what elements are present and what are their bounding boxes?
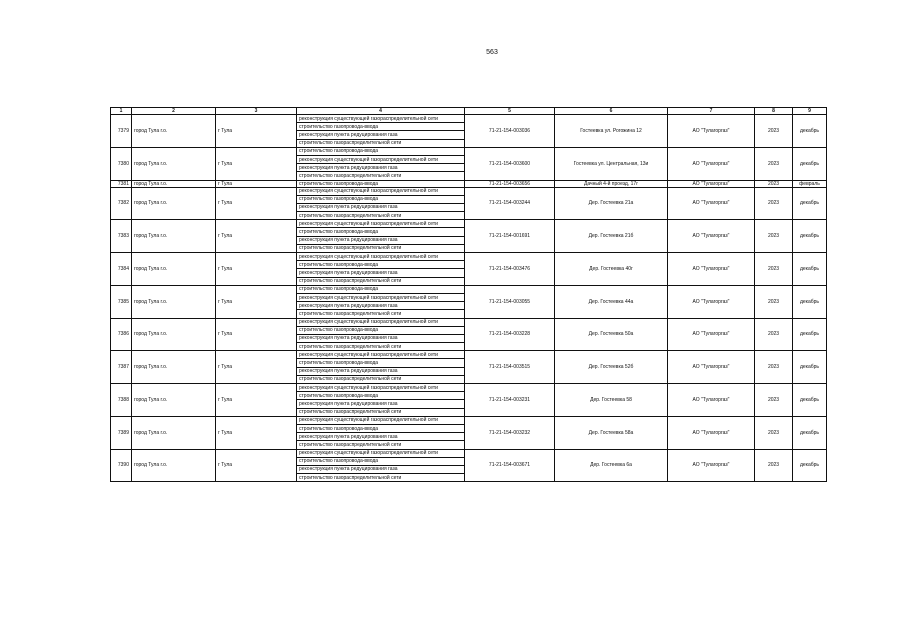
- work-item: реконструкция существующей газораспределительной сети: [297, 293, 465, 301]
- work-item: строительство газораспределительной сети: [297, 474, 465, 482]
- year-cell: 2023: [755, 318, 793, 351]
- work-item: строительство газопровода-ввода: [297, 392, 465, 400]
- city-cell: г Тула: [216, 384, 297, 417]
- column-header: 5: [465, 108, 555, 115]
- work-item: строительство газопровода-ввода: [297, 359, 465, 367]
- district-cell: город Тула г.о.: [132, 384, 216, 417]
- city-cell: г Тула: [216, 147, 297, 180]
- district-cell: город Тула г.о.: [132, 351, 216, 384]
- city-cell: г Тула: [216, 416, 297, 449]
- row-number: 7387: [111, 351, 132, 384]
- table-row: [111, 180, 827, 187]
- month-cell: декабрь: [793, 351, 827, 384]
- organization-cell: АО "Тулагоргаз": [668, 384, 755, 417]
- district-cell: город Тула г.о.: [132, 187, 216, 220]
- work-item: строительство газораспределительной сети: [297, 244, 465, 252]
- city-cell: г Тула: [216, 180, 297, 187]
- work-item: строительство газораспределительной сети: [297, 310, 465, 318]
- row-number: 7386: [111, 318, 132, 351]
- cadastral-number: 71-21-154-003476: [465, 253, 555, 286]
- organization-cell: АО "Тулагоргаз": [668, 220, 755, 253]
- month-cell: декабрь: [793, 449, 827, 482]
- row-number: 7385: [111, 285, 132, 318]
- work-item: реконструкция существующей газораспределительной сети: [297, 155, 465, 163]
- work-item: строительство газопровода-ввода: [297, 326, 465, 334]
- column-header: 8: [755, 108, 793, 115]
- work-item: строительство газораспределительной сети: [297, 408, 465, 416]
- table-row: [111, 187, 827, 195]
- work-item: строительство газопровода-ввода: [297, 261, 465, 269]
- cadastral-number: 71-21-154-003228: [465, 318, 555, 351]
- work-item: реконструкция существующей газораспределительной сети: [297, 253, 465, 261]
- organization-cell: АО "Тулагоргаз": [668, 449, 755, 482]
- work-item: реконструкция существующей газораспределительной сети: [297, 416, 465, 424]
- cadastral-number: 71-21-154-001691: [465, 220, 555, 253]
- organization-cell: АО "Тулагоргаз": [668, 416, 755, 449]
- row-number: 7380: [111, 147, 132, 180]
- table-row: [111, 220, 827, 228]
- city-cell: г Тула: [216, 115, 297, 148]
- row-number: 7388: [111, 384, 132, 417]
- organization-cell: АО "Тулагоргаз": [668, 180, 755, 187]
- organization-cell: АО "Тулагоргаз": [668, 187, 755, 220]
- work-item: реконструкция пункта редуцирования газа: [297, 334, 465, 342]
- address-cell: Дер. Гостеевка 52б: [555, 351, 668, 384]
- organization-cell: АО "Тулагоргаз": [668, 115, 755, 148]
- work-item: реконструкция существующей газораспределительной сети: [297, 449, 465, 457]
- city-cell: г Тула: [216, 285, 297, 318]
- city-cell: г Тула: [216, 220, 297, 253]
- district-cell: город Тула г.о.: [132, 115, 216, 148]
- work-item: строительство газораспределительной сети: [297, 212, 465, 220]
- cadastral-number: 71-21-154-003671: [465, 449, 555, 482]
- district-cell: город Тула г.о.: [132, 416, 216, 449]
- address-cell: Дер. Гостеевка 58а: [555, 416, 668, 449]
- work-item: строительство газопровода-ввода: [297, 180, 465, 187]
- column-header: 6: [555, 108, 668, 115]
- header-row: [111, 108, 827, 115]
- work-item: реконструкция существующей газораспределительной сети: [297, 351, 465, 359]
- district-cell: город Тула г.о.: [132, 285, 216, 318]
- page-number: 563: [486, 49, 498, 56]
- district-cell: город Тула г.о.: [132, 449, 216, 482]
- column-header: 4: [297, 108, 465, 115]
- work-item: реконструкция пункта редуцирования газа: [297, 269, 465, 277]
- table-row: [111, 253, 827, 261]
- month-cell: декабрь: [793, 253, 827, 286]
- table-row: [111, 449, 827, 457]
- city-cell: г Тула: [216, 187, 297, 220]
- year-cell: 2023: [755, 351, 793, 384]
- address-cell: Гостеевка ул. Рогожина 12: [555, 115, 668, 148]
- organization-cell: АО "Тулагоргаз": [668, 147, 755, 180]
- cadastral-number: 71-21-154-003055: [465, 285, 555, 318]
- year-cell: 2023: [755, 115, 793, 148]
- table-row: [111, 285, 827, 293]
- cadastral-number: 71-21-154-003231: [465, 384, 555, 417]
- month-cell: декабрь: [793, 147, 827, 180]
- work-item: реконструкция существующей газораспределительной сети: [297, 384, 465, 392]
- month-cell: декабрь: [793, 318, 827, 351]
- column-header: 7: [668, 108, 755, 115]
- work-item: реконструкция существующей газораспределительной сети: [297, 318, 465, 326]
- cadastral-number: 71-21-154-003515: [465, 351, 555, 384]
- year-cell: 2023: [755, 384, 793, 417]
- work-item: строительство газораспределительной сети: [297, 375, 465, 383]
- work-item: строительство газопровода-ввода: [297, 424, 465, 432]
- city-cell: г Тула: [216, 318, 297, 351]
- year-cell: 2023: [755, 285, 793, 318]
- organization-cell: АО "Тулагоргаз": [668, 318, 755, 351]
- work-item: реконструкция пункта редуцирования газа: [297, 400, 465, 408]
- table-row: [111, 351, 827, 359]
- table-row: [111, 384, 827, 392]
- cadastral-number: 71-21-154-003656: [465, 180, 555, 187]
- table-row: [111, 147, 827, 155]
- organization-cell: АО "Тулагоргаз": [668, 285, 755, 318]
- city-cell: г Тула: [216, 449, 297, 482]
- year-cell: 2023: [755, 416, 793, 449]
- district-cell: город Тула г.о.: [132, 220, 216, 253]
- table-row: [111, 318, 827, 326]
- work-item: реконструкция существующей газораспределительной сети: [297, 220, 465, 228]
- row-number: 7379: [111, 115, 132, 148]
- city-cell: г Тула: [216, 351, 297, 384]
- year-cell: 2023: [755, 180, 793, 187]
- city-cell: г Тула: [216, 253, 297, 286]
- month-cell: декабрь: [793, 115, 827, 148]
- month-cell: декабрь: [793, 416, 827, 449]
- row-number: 7383: [111, 220, 132, 253]
- work-item: строительство газопровода-ввода: [297, 147, 465, 155]
- address-cell: Дер. Гостеевка 21а: [555, 187, 668, 220]
- work-item: строительство газораспределительной сети: [297, 277, 465, 285]
- month-cell: декабрь: [793, 220, 827, 253]
- row-number: 7381: [111, 180, 132, 187]
- cadastral-number: 71-21-154-003232: [465, 416, 555, 449]
- district-cell: город Тула г.о.: [132, 180, 216, 187]
- address-cell: Дер. Гостеевка 21б: [555, 220, 668, 253]
- work-item: реконструкция пункта редуцирования газа: [297, 164, 465, 172]
- cadastral-number: 71-21-154-003244: [465, 187, 555, 220]
- organization-cell: АО "Тулагоргаз": [668, 253, 755, 286]
- year-cell: 2023: [755, 220, 793, 253]
- work-item: строительство газораспределительной сети: [297, 172, 465, 180]
- month-cell: февраль: [793, 180, 827, 187]
- year-cell: 2023: [755, 147, 793, 180]
- work-item: строительство газопровода-ввода: [297, 195, 465, 203]
- row-number: 7384: [111, 253, 132, 286]
- address-cell: Дер. Гостеевка 40г: [555, 253, 668, 286]
- work-item: строительство газопровода-ввода: [297, 457, 465, 465]
- work-item: реконструкция существующей газораспределительной сети: [297, 187, 465, 195]
- work-item: реконструкция пункта редуцирования газа: [297, 236, 465, 244]
- work-item: строительство газораспределительной сети: [297, 139, 465, 147]
- cadastral-number: 71-21-154-003600: [465, 147, 555, 180]
- registry-table: [110, 107, 827, 482]
- district-cell: город Тула г.о.: [132, 253, 216, 286]
- month-cell: декабрь: [793, 285, 827, 318]
- work-item: реконструкция пункта редуцирования газа: [297, 302, 465, 310]
- work-item: строительство газораспределительной сети: [297, 441, 465, 449]
- work-item: строительство газопровода-ввода: [297, 228, 465, 236]
- year-cell: 2023: [755, 187, 793, 220]
- table-row: [111, 416, 827, 424]
- work-item: строительство газопровода-ввода: [297, 285, 465, 293]
- organization-cell: АО "Тулагоргаз": [668, 351, 755, 384]
- work-item: строительство газопровода-ввода: [297, 123, 465, 131]
- district-cell: город Тула г.о.: [132, 318, 216, 351]
- year-cell: 2023: [755, 253, 793, 286]
- row-number: 7389: [111, 416, 132, 449]
- work-item: реконструкция пункта редуцирования газа: [297, 131, 465, 139]
- work-item: строительство газораспределительной сети: [297, 343, 465, 351]
- column-header: 1: [111, 108, 132, 115]
- column-header: 9: [793, 108, 827, 115]
- work-item: реконструкция пункта редуцирования газа: [297, 465, 465, 473]
- address-cell: Дер. Гостеевка 58: [555, 384, 668, 417]
- address-cell: Дер. Гостеевка 6а: [555, 449, 668, 482]
- district-cell: город Тула г.о.: [132, 147, 216, 180]
- month-cell: декабрь: [793, 384, 827, 417]
- work-item: реконструкция пункта редуцирования газа: [297, 203, 465, 211]
- table-row: [111, 115, 827, 123]
- address-cell: Дачный 4-й проезд, 17г: [555, 180, 668, 187]
- year-cell: 2023: [755, 449, 793, 482]
- address-cell: Дер. Гостеевка 44а: [555, 285, 668, 318]
- cadastral-number: 71-21-154-003036: [465, 115, 555, 148]
- work-item: реконструкция пункта редуцирования газа: [297, 433, 465, 441]
- row-number: 7382: [111, 187, 132, 220]
- column-header: 3: [216, 108, 297, 115]
- work-item: реконструкция пункта редуцирования газа: [297, 367, 465, 375]
- row-number: 7390: [111, 449, 132, 482]
- work-item: реконструкция существующей газораспределительной сети: [297, 115, 465, 123]
- address-cell: Дер. Гостеевка 50а: [555, 318, 668, 351]
- address-cell: Гостеевка ул. Центральная, 13и: [555, 147, 668, 180]
- column-header: 2: [132, 108, 216, 115]
- month-cell: декабрь: [793, 187, 827, 220]
